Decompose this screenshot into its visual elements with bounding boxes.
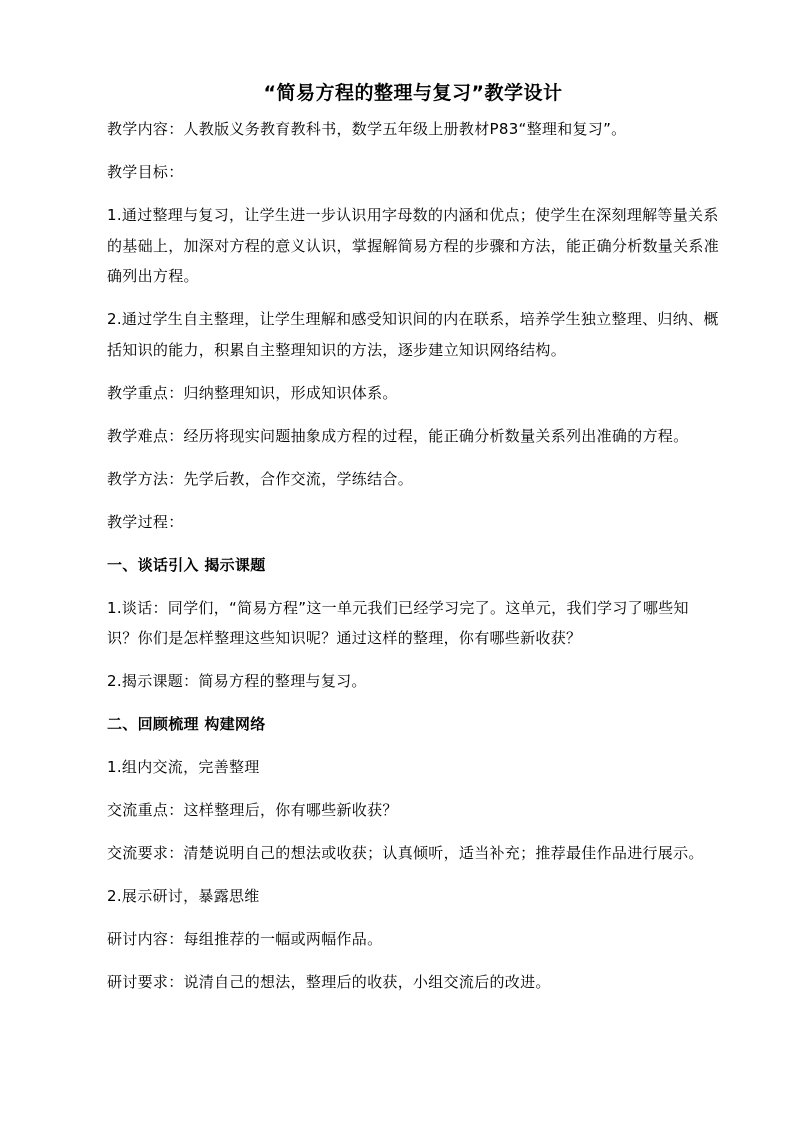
goal-1: 1.通过整理与复习，让学生进一步认识用字母数的内涵和优点；使学生在深刻理解等量关系的基础上，加深对方程的意义认识，掌握解简易方程的步骤和方法，能正确分析数量关系准确列出方程。 (107, 206, 720, 285)
section-2-item-1: 1.组内交流，完善整理 (107, 758, 260, 776)
goal-2: 2.通过学生自主整理，让学生理解和感受知识间的内在联系，培养学生独立整理、归纳、概括知识的能力，积累自主整理知识的方法，逐步建立知识网络结构。 (107, 310, 719, 359)
discussion-content: 研讨内容：每组推荐的一幅或两幅作品。 (107, 930, 383, 948)
document-title: “简易方程的整理与复习”教学设计 (263, 82, 563, 104)
teaching-difficulty: 教学难点：经历将现实问题抽象成方程的过程，能正确分析数量关系列出准确的方程。 (107, 426, 689, 445)
teaching-process-label: 教学过程： (107, 512, 184, 531)
exchange-requirements: 交流要求：清楚说明自己的想法或收获；认真倾听，适当补充；推荐最佳作品进行展示。 (107, 844, 704, 862)
teaching-goals-label: 教学目标： (107, 163, 184, 181)
section-1-item-1: 1.谈话：同学们，“简易方程”这一单元我们已经学习完了。这单元，我们学习了哪些知识？你们是怎样整理这些知识呢？通过这样的整理，你有哪些新收获？ (107, 598, 689, 647)
teaching-key-point: 教学重点：归纳整理知识，形成知识体系。 (107, 383, 398, 402)
teaching-content: 教学内容：人教版义务教育教科书，数学五年级上册教材P83“整理和复习”。 (107, 120, 627, 138)
document-page (107, 76, 719, 1010)
section-1-item-2: 2.揭示课题：简易方程的整理与复习。 (107, 672, 367, 690)
section-heading-2: 二、回顾梳理 构建网络 (107, 715, 266, 733)
section-heading-1: 一、谈话引入 揭示课题 (107, 555, 266, 574)
discussion-requirements: 研讨要求：说清自己的想法，整理后的收获，小组交流后的改进。 (107, 973, 551, 991)
exchange-focus: 交流重点：这样整理后，你有哪些新收获？ (107, 801, 398, 819)
section-2-item-2: 2.展示研讨，暴露思维 (107, 887, 260, 905)
teaching-method: 教学方法：先学后教，合作交流，学练结合。 (107, 469, 414, 488)
